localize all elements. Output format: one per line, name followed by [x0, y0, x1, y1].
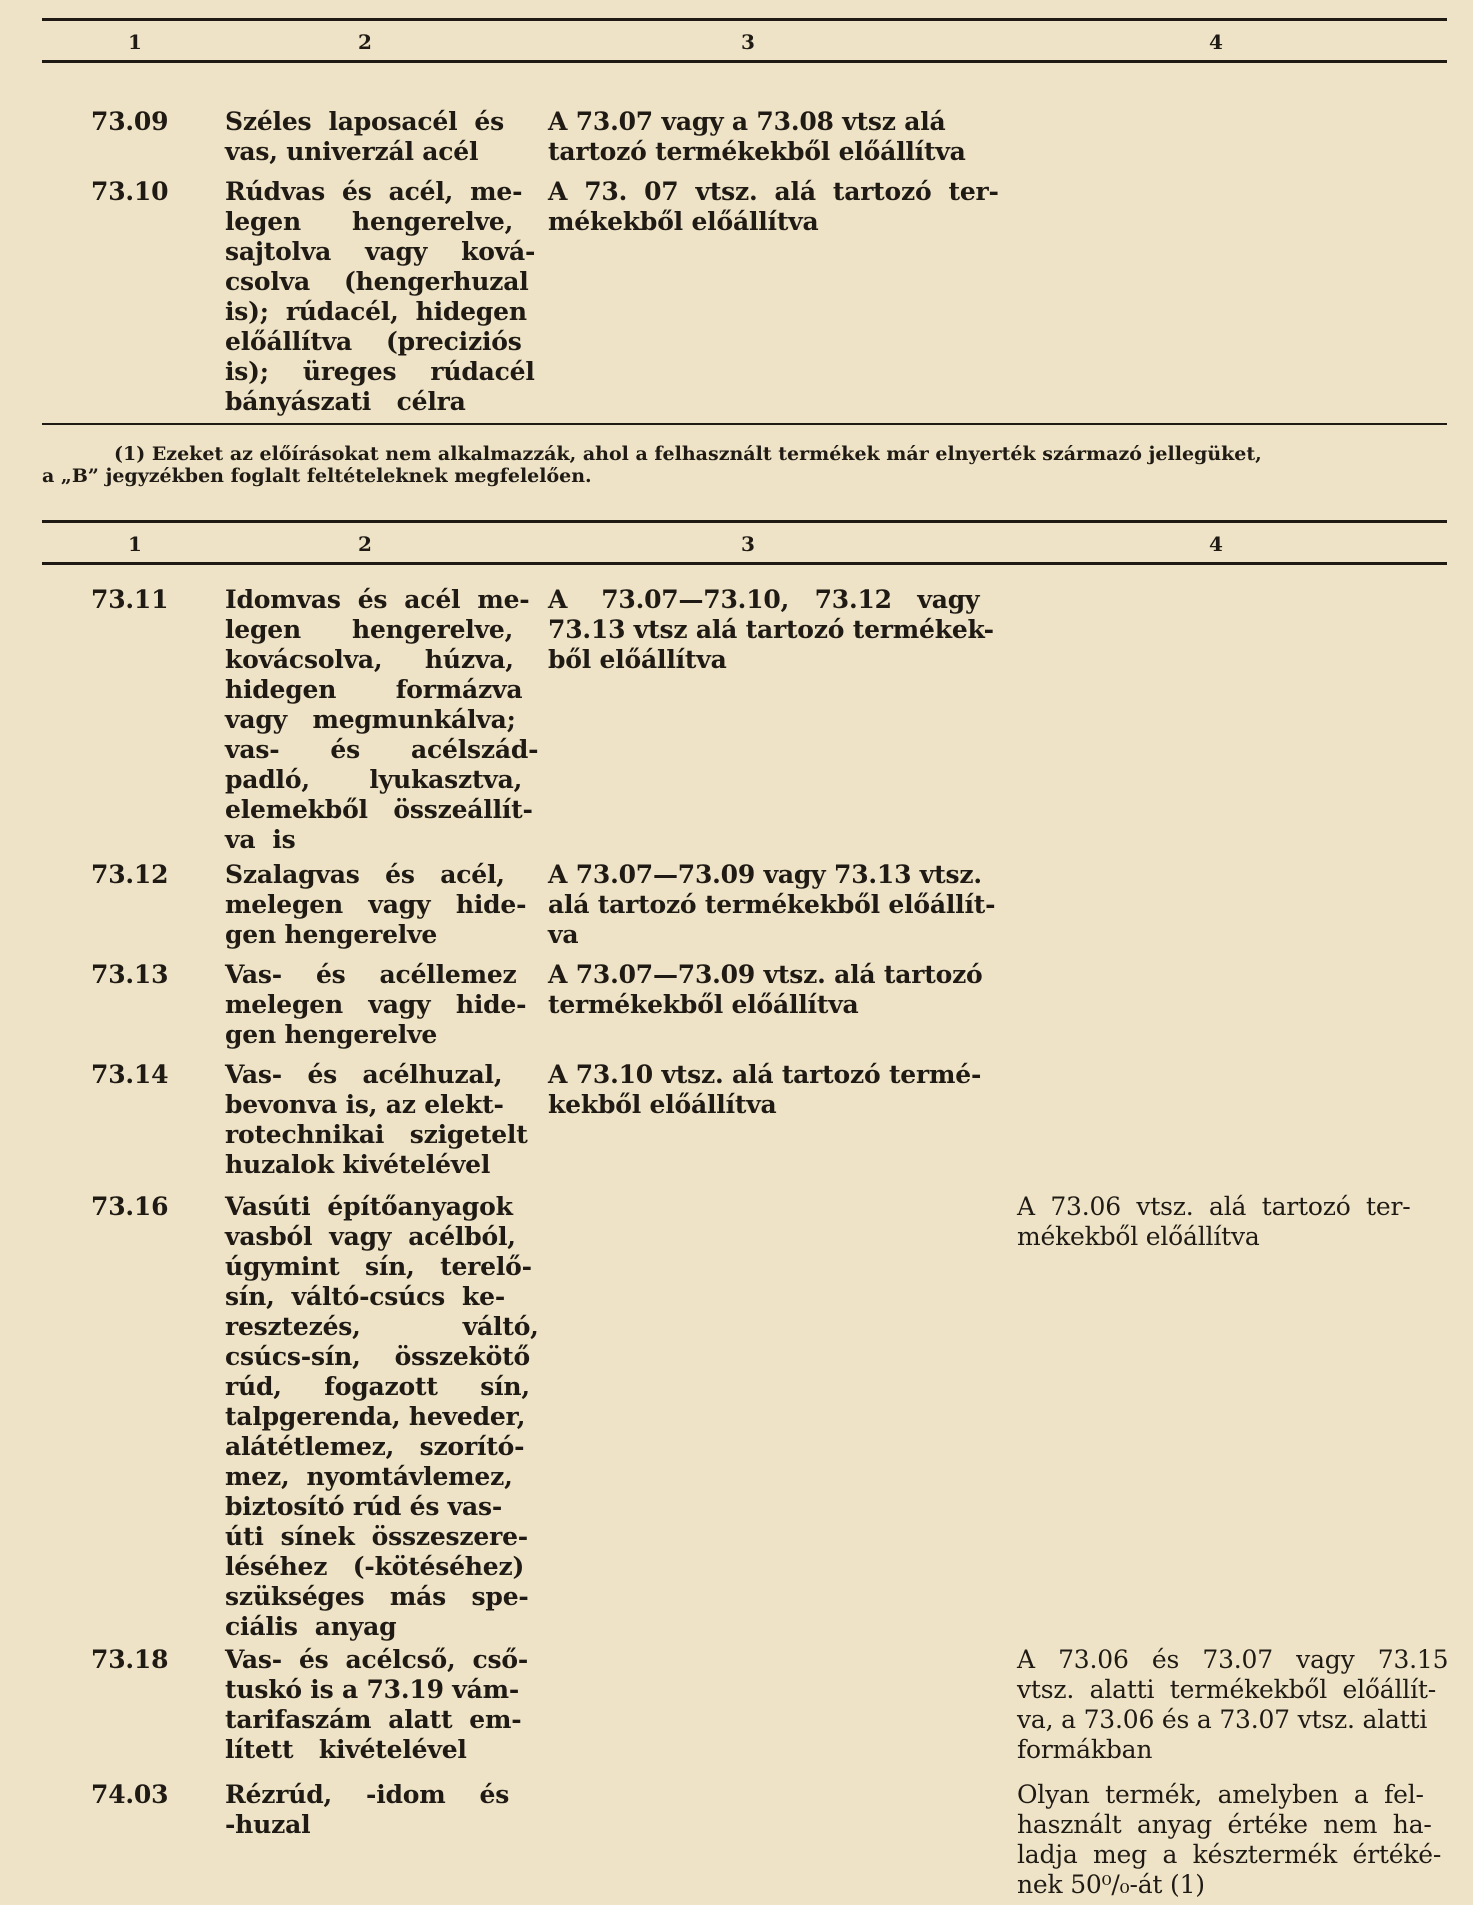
- processing-condition: A 73.10 vtsz. alá tartozó termé- kekből előállítva: [548, 1060, 982, 1119]
- column-header-1: 1: [128, 30, 142, 54]
- goods-description: Széles laposacél és vas, univerzál acél: [225, 107, 504, 166]
- tariff-number: 73.13: [91, 960, 169, 989]
- tariff-number: 73.18: [91, 1645, 169, 1674]
- tariff-number: 73.16: [91, 1192, 169, 1221]
- column-header-4: 4: [1209, 30, 1223, 54]
- goods-description: Idomvas és acél me- legen hengerelve, kovácsolva, húzva, hidegen formázva vagy megmunkálva; vas- és acélszád- padló, lyukasztva, elemekből összeállít- va is: [225, 585, 539, 854]
- tariff-number: 73.12: [91, 860, 169, 889]
- top-rule: [42, 18, 1447, 21]
- goods-description: Rézrúd, -idom és -huzal: [225, 1780, 510, 1839]
- column-header-2: 2: [358, 532, 372, 556]
- goods-description: Rúdvas és acél, me- legen hengerelve, sajtolva vagy ková- csolva (hengerhuzal is); rúdacél, hidegen előállítva (preciziós is); üreges rúdacél bányászati célra: [225, 177, 536, 416]
- header-rule: [42, 60, 1447, 63]
- goods-description: Vasúti építőanyagok vasból vagy acélból, úgymint sín, terelő- sín, váltó-csúcs ke- resztezés, váltó, csúcs-sín, összekötő rúd, fogazott sín, talpgerenda, heveder, alátétlemez, szorító- mez, nyomtávlemez, biztosító rúd és vas- úti sínek összeszere- léséhez (-kötéséhez) szükséges más spe- ciális anyag: [225, 1192, 539, 1641]
- footnote: [42, 443, 1447, 487]
- alternative-condition: Olyan termék, amelyben a fel- használt anyag értéke nem ha- ladja meg a késztermék értéké- nek 50⁰/₀-át (1): [1017, 1780, 1442, 1899]
- table-end-rule: [42, 423, 1447, 425]
- processing-condition: A 73.07 vagy a 73.08 vtsz alá tartozó termékekből előállítva: [548, 107, 966, 166]
- column-header-4: 4: [1209, 532, 1223, 556]
- processing-condition: A 73.07—73.09 vtsz. alá tartozó termékekből előállítva: [548, 960, 983, 1019]
- processing-condition: A 73.07—73.09 vagy 73.13 vtsz. alá tartozó termékekből előállít- va: [548, 860, 996, 949]
- tariff-number: 73.14: [91, 1060, 169, 1089]
- goods-description: Vas- és acélhuzal, bevonva is, az elekt- rotechnikai szigetelt huzalok kivételével: [225, 1060, 528, 1179]
- header-rule: [42, 562, 1447, 565]
- tariff-number: 73.11: [91, 585, 169, 614]
- column-header-2: 2: [358, 30, 372, 54]
- top-rule: [42, 520, 1447, 523]
- tariff-number: 73.10: [91, 177, 169, 206]
- tariff-number: 73.09: [91, 107, 169, 136]
- footnote-line-2: a „B” jegyzékben foglalt feltételeknek megfelelően.: [42, 465, 592, 487]
- goods-description: Vas- és acélcső, cső- tuskó is a 73.19 vám- tarifaszám alatt em- lített kivételével: [225, 1645, 529, 1764]
- column-header-1: 1: [128, 532, 142, 556]
- processing-condition: A 73.07—73.10, 73.12 vagy 73.13 vtsz alá tartozó termékek- ből előállítva: [548, 585, 994, 674]
- alternative-condition: A 73.06 és 73.07 vagy 73.15 vtsz. alatti termékekből előállít- va, a 73.06 és a 73.07 vtsz. alatti formákban: [1017, 1645, 1449, 1764]
- column-header-3: 3: [741, 532, 755, 556]
- footnote-line-1: (1) Ezeket az előírásokat nem alkalmazzák, ahol a felhasznált termékek már elnyerték származó jellegüket,: [114, 443, 1262, 465]
- goods-description: Szalagvas és acél, melegen vagy hide- gen hengerelve: [225, 860, 527, 949]
- goods-description: Vas- és acéllemez melegen vagy hide- gen hengerelve: [225, 960, 527, 1049]
- tariff-number: 74.03: [91, 1780, 169, 1809]
- alternative-condition: A 73.06 vtsz. alá tartozó ter- mékekből előállítva: [1017, 1192, 1411, 1251]
- processing-condition: A 73. 07 vtsz. alá tartozó ter- mékekből előállítva: [548, 177, 999, 236]
- column-header-3: 3: [741, 30, 755, 54]
